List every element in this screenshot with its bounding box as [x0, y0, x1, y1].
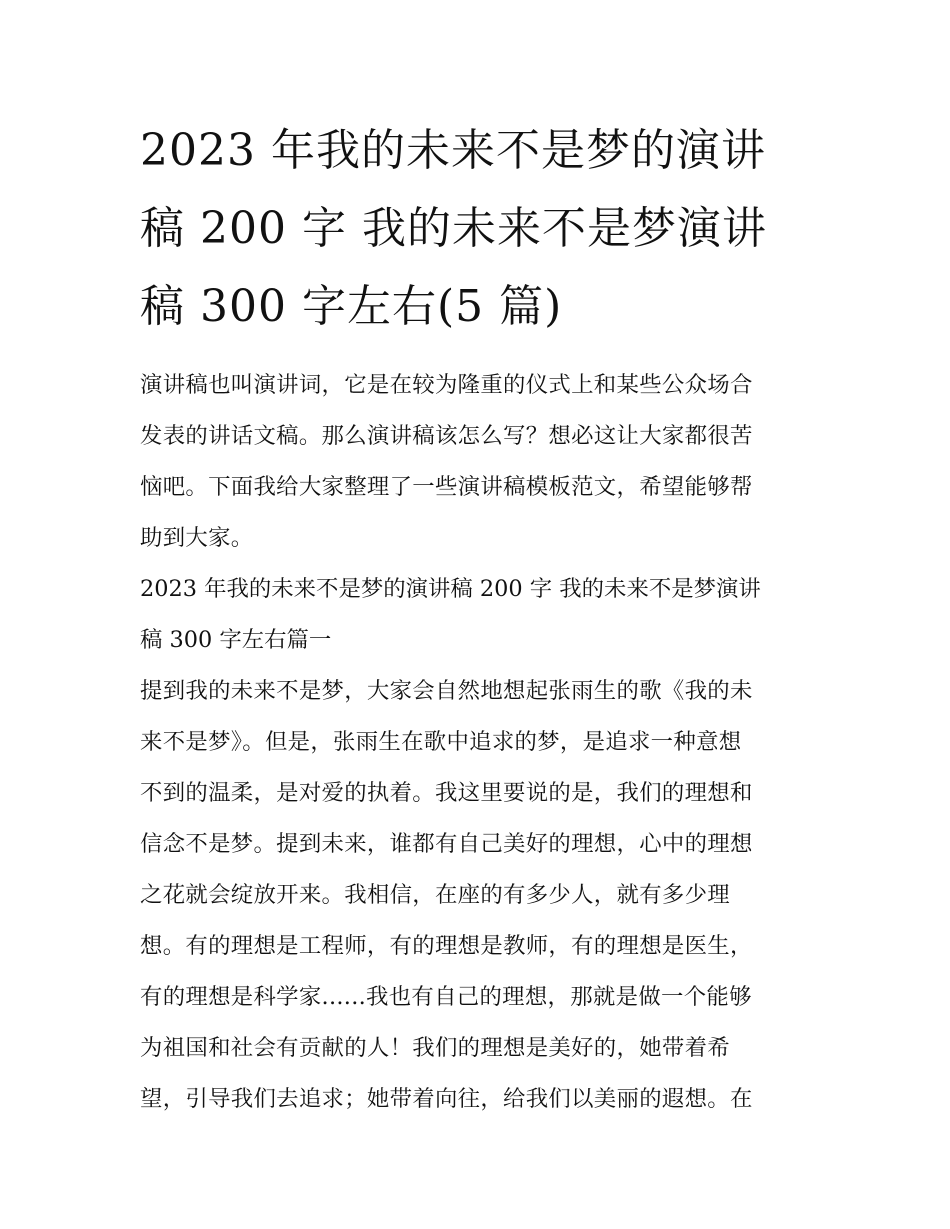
body-line: 有的理想是科学家......我也有自己的理想，那就是做一个能够 — [140, 984, 752, 1010]
intro-line: 恼吧。下面我给大家整理了一些演讲稿模板范文，希望能够帮 — [140, 474, 753, 500]
title-line: 稿 200 字 我的未来不是梦演讲 — [140, 203, 767, 254]
body-line: 之花就会绽放开来。我相信，在座的有多少人，就有多少理 — [140, 882, 730, 908]
document-title — [140, 112, 812, 346]
intro-line: 助到大家。 — [140, 525, 254, 551]
body-line: 不到的温柔，是对爱的执着。我这里要说的是，我们的理想和 — [140, 780, 753, 806]
document-page — [140, 112, 812, 1125]
body-line: 为祖国和社会有贡献的人！我们的理想是美好的，她带着希 — [140, 1035, 730, 1061]
intro-paragraph — [140, 360, 812, 564]
intro-line: 演讲稿也叫演讲词，它是在较为隆重的仪式上和某些公众场合 — [140, 372, 753, 398]
section-heading — [140, 564, 812, 666]
title-line: 2023 年我的未来不是梦的演讲 — [140, 125, 766, 176]
title-line: 稿 300 字左右(5 篇) — [140, 281, 563, 332]
body-paragraph — [140, 666, 812, 1125]
body-line: 想。有的理想是工程师，有的理想是教师，有的理想是医生， — [140, 933, 753, 959]
body-line: 信念不是梦。提到未来，谁都有自己美好的理想，心中的理想 — [140, 831, 753, 857]
body-line: 望，引导我们去追求；她带着向往，给我们以美丽的遐想。在 — [140, 1086, 753, 1112]
body-line: 来不是梦》。但是，张雨生在歌中追求的梦，是追求一种意想 — [140, 729, 742, 755]
section-heading-line: 稿 300 字左右篇一 — [140, 627, 332, 653]
section-heading-line: 2023 年我的未来不是梦的演讲稿 200 字 我的未来不是梦演讲 — [140, 576, 761, 602]
intro-line: 发表的讲话文稿。那么演讲稿该怎么写？想必这让大家都很苦 — [140, 423, 753, 449]
body-line: 提到我的未来不是梦，大家会自然地想起张雨生的歌《我的未 — [140, 678, 753, 704]
